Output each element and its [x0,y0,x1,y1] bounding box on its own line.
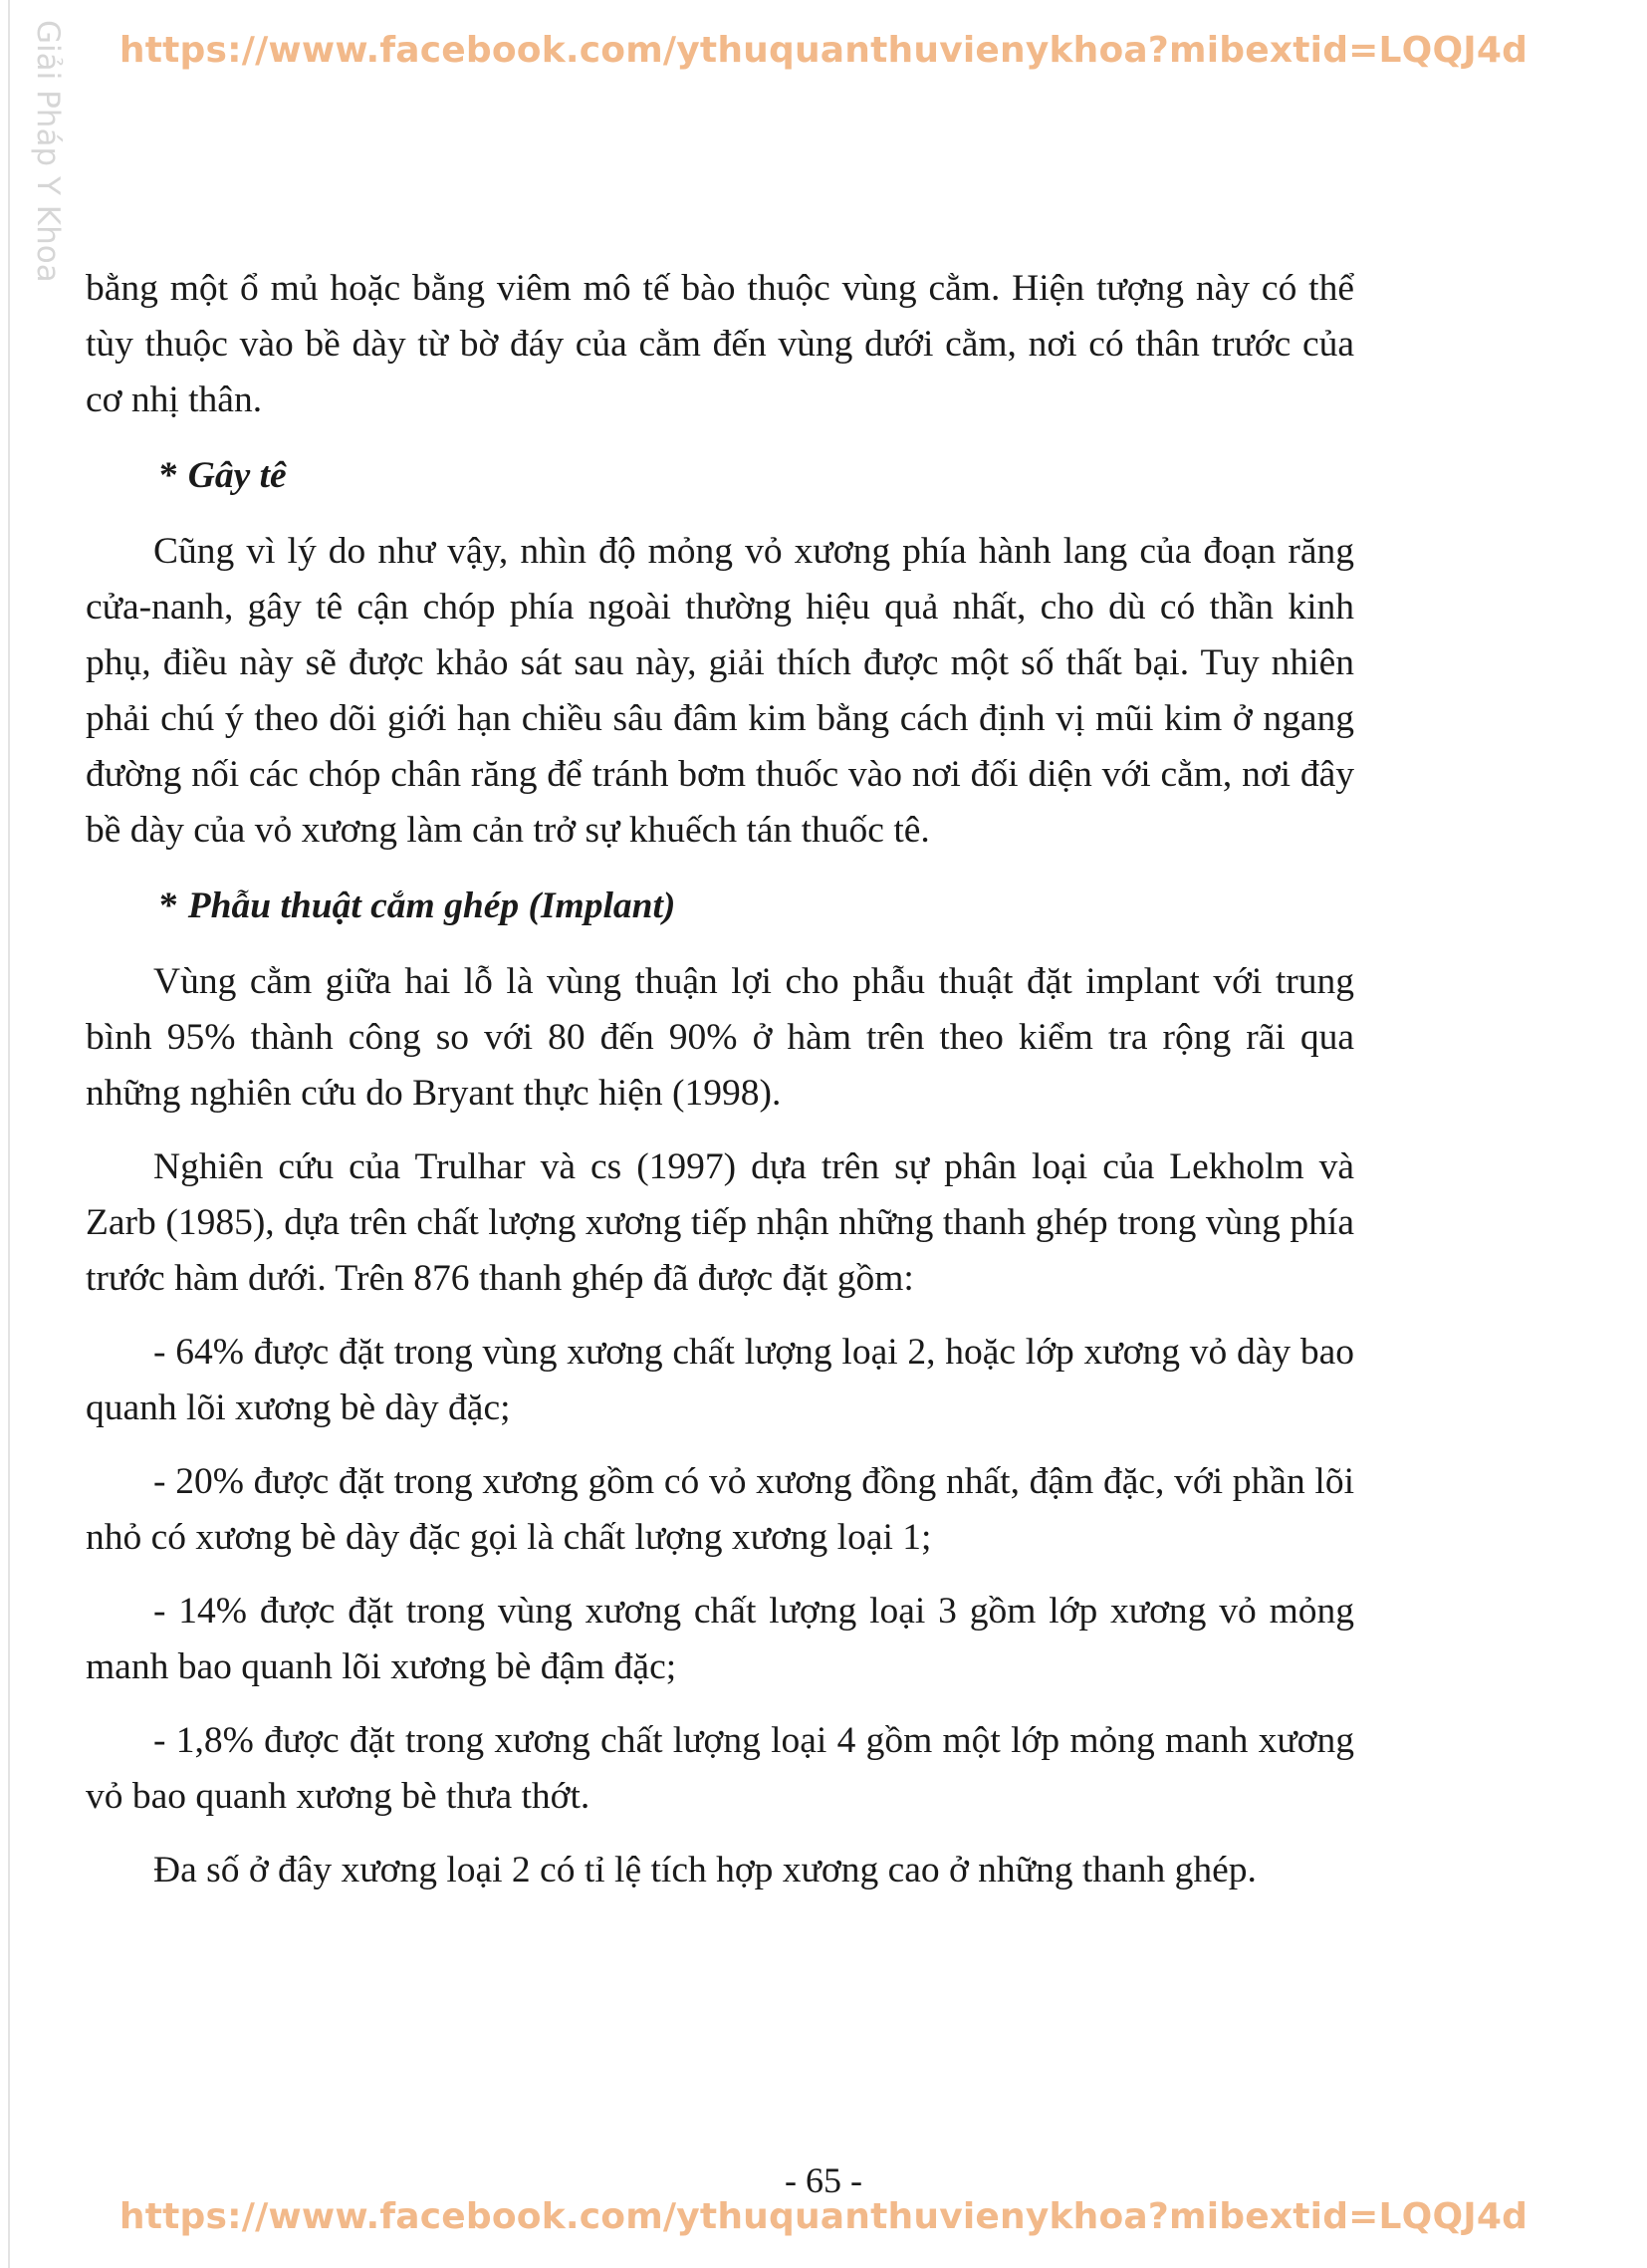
page-body [86,261,1354,1898]
watermark-url-bottom[interactable]: https://www.facebook.com/ythuquanthuvienykhoa?mibextid=LQQJ4d [118,2196,1529,2237]
page-edge [8,0,10,2268]
list-item: - 1,8% được đặt trong xương chất lượng loại 4 gồm một lớp mỏng manh xương vỏ bao quanh xương bè thưa thớt. [86,1720,1354,1817]
list-item: - 20% được đặt trong xương gồm có vỏ xương đồng nhất, đậm đặc, với phần lõi nhỏ có xương bè dày đặc gọi là chất lượng xương loại 1; [86,1461,1354,1558]
implant-paragraph-1: Vùng cằm giữa hai lỗ là vùng thuận lợi cho phẫu thuật đặt implant với trung bình 95% thành công so với 80 đến 90% ở hàm trên theo kiểm tra rộng rãi qua những nghiên cứu do Bryant thực hiện (1998). [86,961,1354,1114]
page-number: - 65 - [785,2160,862,2200]
side-watermark: Giải Pháp Y Khoa [30,20,66,283]
intro-paragraph: bằng một ổ mủ hoặc bằng viêm mô tế bào thuộc vùng cằm. Hiện tượng này có thể tùy thuộc vào bề dày từ bờ đáy của cằm đến vùng dưới cằm, nơi có thân trước của cơ nhị thân. [86,268,1354,420]
section-heading-implant [86,879,1354,934]
bullet-star-icon: * [159,455,178,496]
section-heading-anesthesia-text: Gây tê [187,455,287,496]
list-item: - 64% được đặt trong vùng xương chất lượng loại 2, hoặc lớp xương vỏ dày bao quanh lõi xương bè dày đặc; [86,1332,1354,1428]
implant-paragraph-2: Nghiên cứu của Trulhar và cs (1997) dựa trên sự phân loại của Lekholm và Zarb (1985), dựa trên chất lượng xương tiếp nhận những thanh ghép trong vùng phía trước hàm dưới. Trên 876 thanh ghép đã được đặt gồm: [86,1146,1354,1299]
section-heading-implant-text: Phẫu thuật cắm ghép (Implant) [187,885,676,926]
bullet-star-icon: * [159,885,178,926]
anesthesia-paragraph: Cũng vì lý do như vậy, nhìn độ mỏng vỏ xương phía hành lang của đoạn răng cửa-nanh, gây tê cận chóp phía ngoài thường hiệu quả nhất, cho dù có thần kinh phụ, điều này sẽ được khảo sát sau này, giải thích được một số thất bại. Tuy nhiên phải chú ý theo dõi giới hạn chiều sâu đâm kim bằng cách định vị mũi kim ở ngang đường nối các chóp chân răng để tránh bơm thuốc vào nơi đối diện với cằm, nơi đây bề dày của vỏ xương làm cản trở sự khuếch tán thuốc tê. [86,531,1354,851]
list-item: - 14% được đặt trong vùng xương chất lượng loại 3 gồm lớp xương vỏ mỏng manh bao quanh lõi xương bè đậm đặc; [86,1591,1354,1687]
section-heading-anesthesia [86,448,1354,504]
watermark-url-top[interactable]: https://www.facebook.com/ythuquanthuvienykhoa?mibextid=LQQJ4d [118,30,1529,71]
closing-paragraph: Đa số ở đây xương loại 2 có tỉ lệ tích hợp xương cao ở những thanh ghép. [153,1850,1257,1890]
